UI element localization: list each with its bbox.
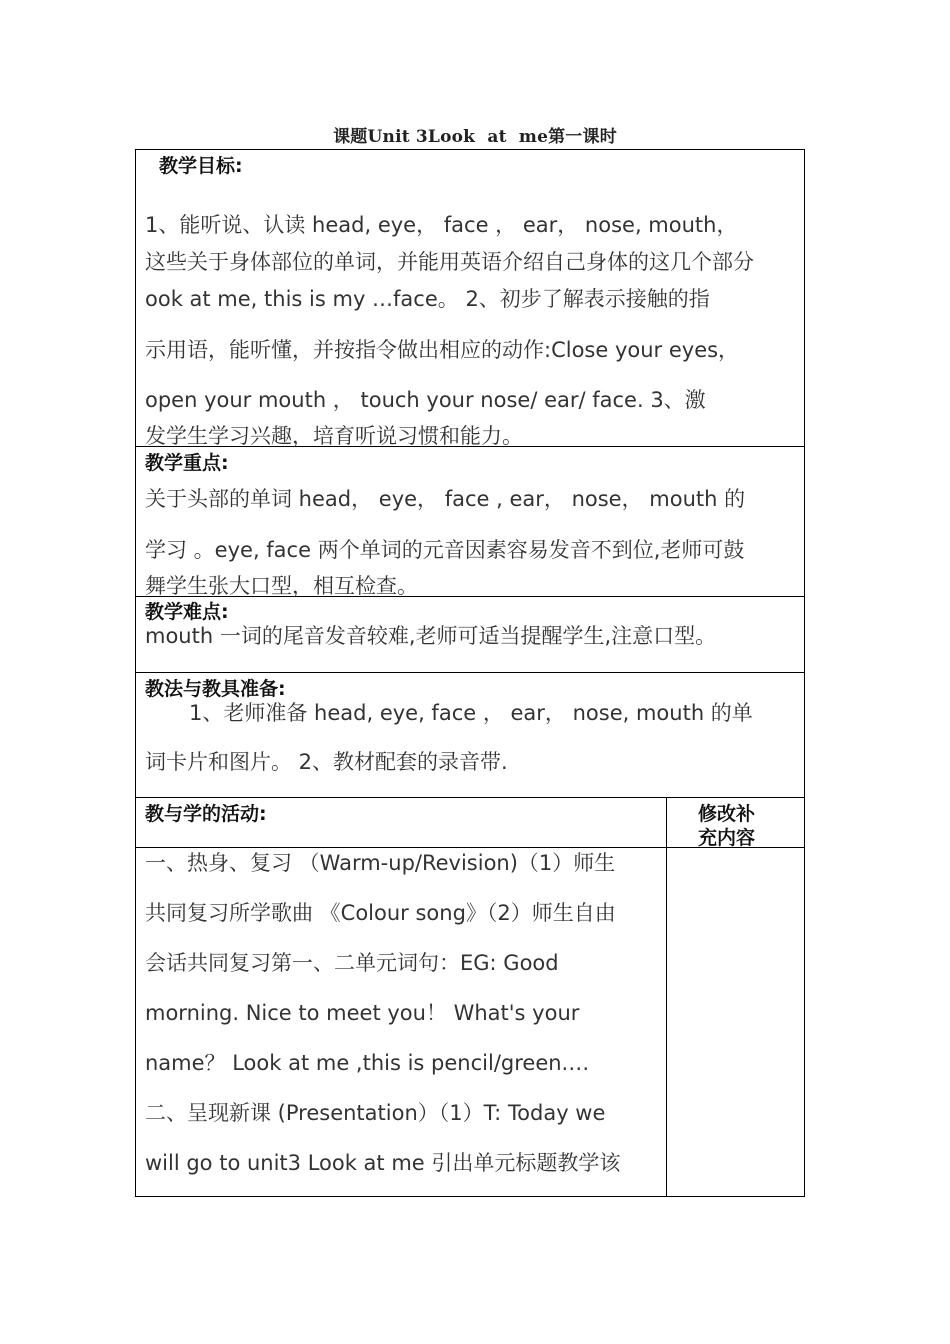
activities-label: 教与学的活动:: [145, 803, 267, 825]
activities-line: morning. Nice to meet you！ What's your: [145, 1001, 580, 1025]
row-divider: [135, 797, 805, 798]
activities-line: name？ Look at me ,this is pencil/green.…: [145, 1051, 590, 1075]
lesson-title: 课题Unit 3Look at me第一课时: [333, 127, 617, 147]
methods-line: 1、老师准备 head, eye, face ， ear， nose, mouth 的单: [189, 701, 753, 725]
methods-line: 词卡片和图片。 2、教材配套的录音带.: [145, 750, 508, 774]
row-divider: [135, 672, 805, 673]
goals-line: 1、能听说、认读 head, eye， face ， ear， nose, mouth，: [145, 213, 738, 237]
activities-line: 二、呈现新课 (Presentation）（1）T: Today we: [145, 1101, 606, 1125]
difficulties-line: mouth 一词的尾音发音较难,老师可适当提醒学生,注意口型。: [145, 624, 717, 648]
activities-line: 共同复习所学歌曲 《Colour song》（2）师生自由: [145, 901, 616, 925]
goals-line: open your mouth ， touch your nose/ ear/ face. 3、激: [145, 388, 706, 412]
key-points-line: 学习 。eye, face 两个单词的元音因素容易发音不到位,老师可鼓: [145, 538, 745, 562]
column-divider: [666, 797, 667, 1196]
goals-line: 发学生学习兴趣，培育听说习惯和能力。: [145, 424, 523, 448]
key-points-line: 舞学生张大口型，相互检查。: [145, 574, 418, 598]
goals-line: ook at me, this is my …face。 2、初步了解表示接触的指: [145, 287, 710, 311]
key-points-label: 教学重点:: [145, 452, 229, 474]
goals-line: 示用语，能听懂，并按指令做出相应的动作:Close your eyes，: [145, 338, 740, 362]
activities-line: will go to unit3 Look at me 引出单元标题教学该: [145, 1151, 621, 1175]
difficulties-label: 教学难点:: [145, 601, 229, 623]
methods-label: 教法与教具准备:: [145, 678, 286, 700]
goals-line: 这些关于身体部位的单词，并能用英语介绍自己身体的这几个部分: [145, 250, 754, 274]
activities-line: 一、热身、复习 （Warm-up/Revision)（1）师生: [145, 851, 616, 875]
key-points-line: 关于头部的单词 head， eye， face , ear， nose， mouth 的: [145, 487, 746, 511]
revision-column-label: 充内容: [698, 827, 756, 849]
revision-column-label: 修改补: [698, 803, 756, 825]
activities-line: 会话共同复习第一、二单元词句：EG: Good: [145, 951, 559, 975]
teaching-goals-label: 教学目标:: [159, 155, 243, 177]
